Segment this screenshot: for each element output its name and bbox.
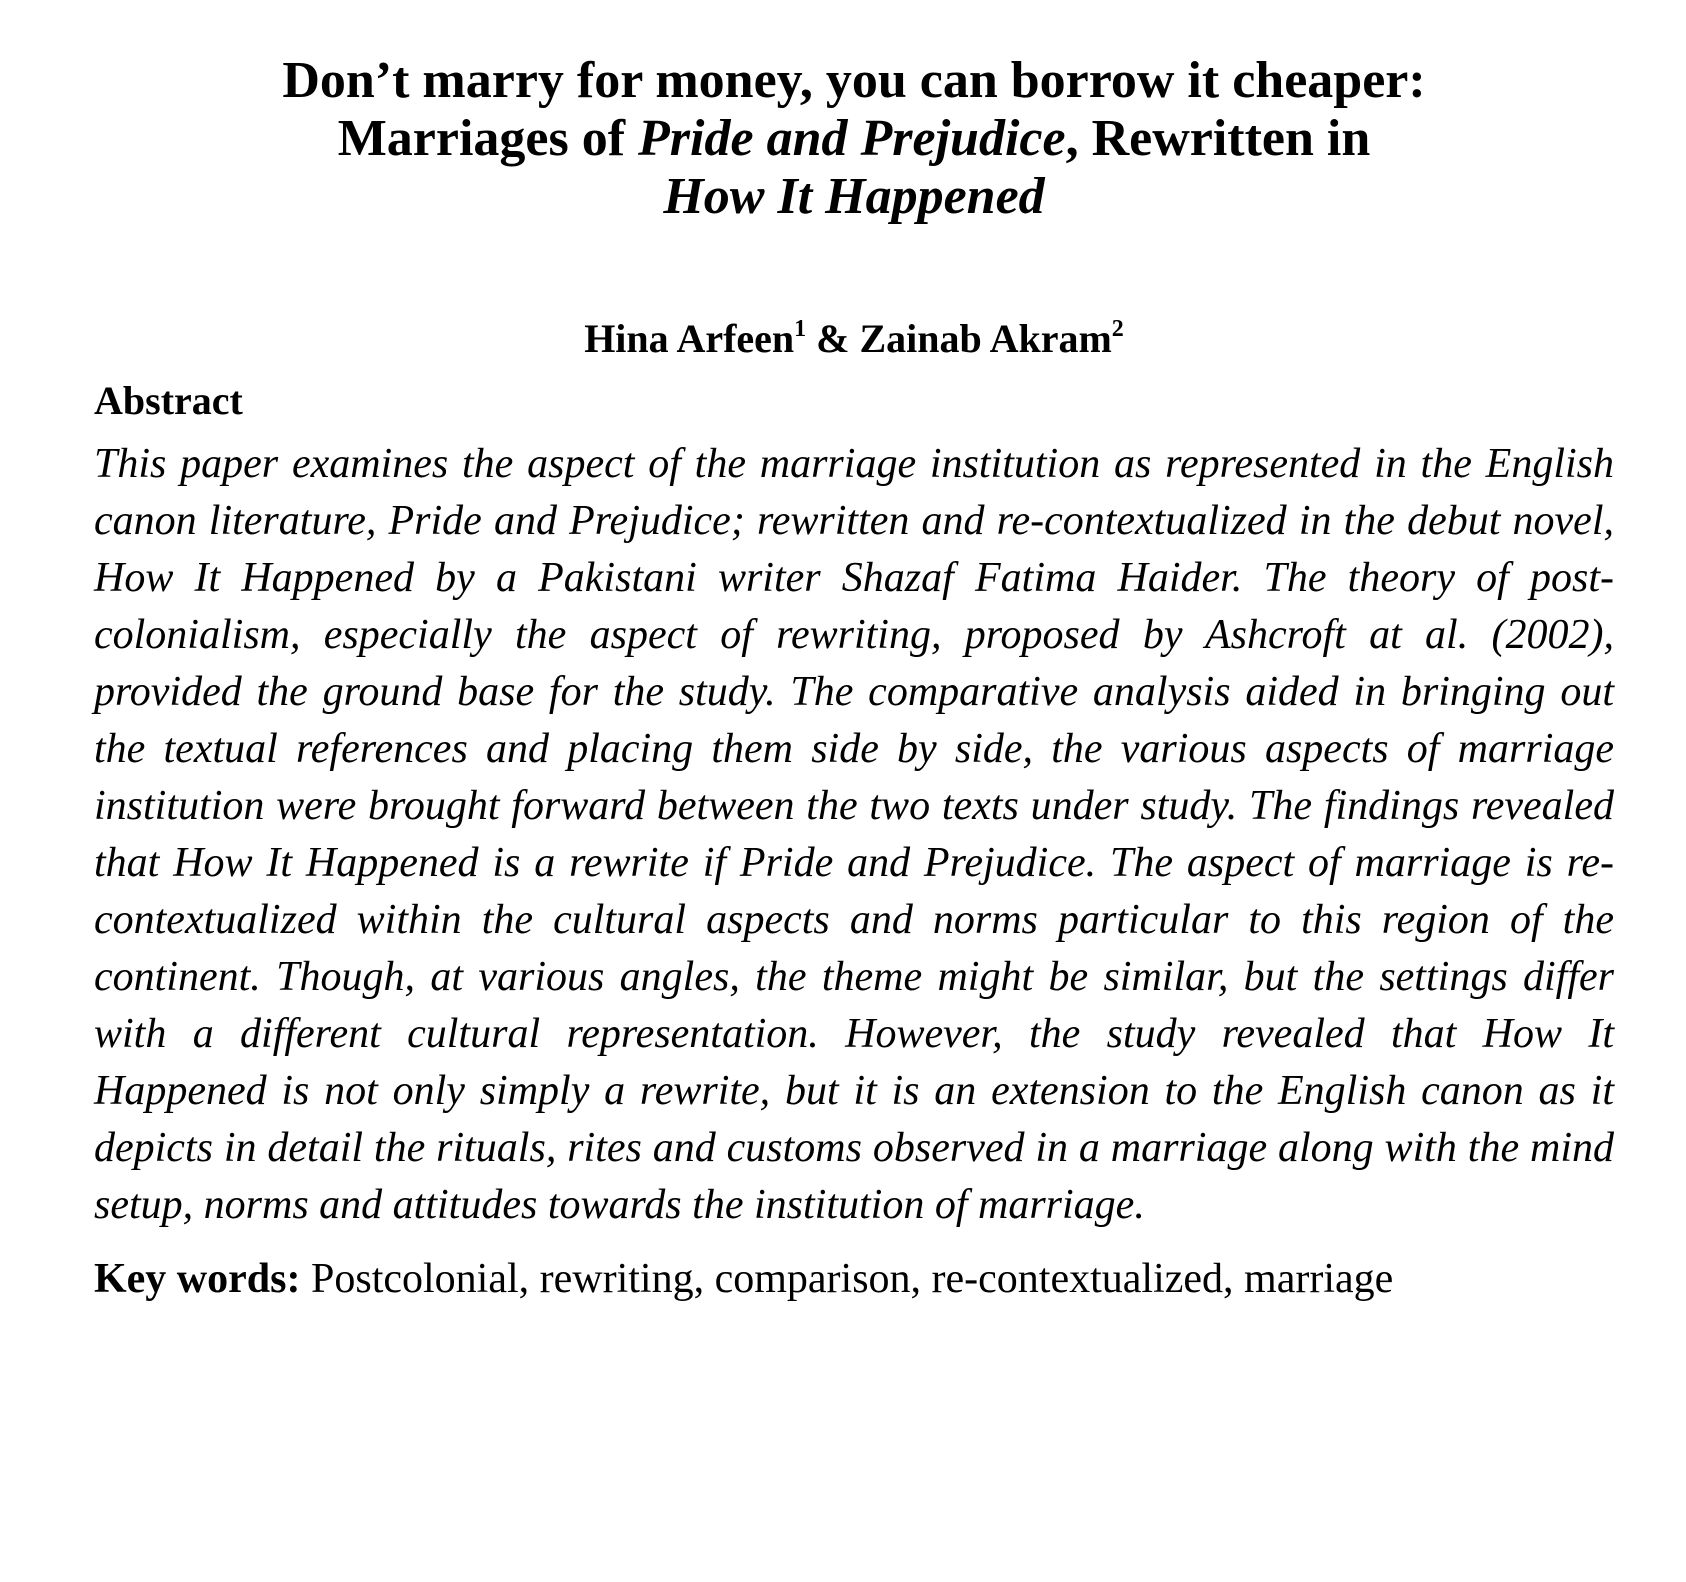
abstract-body: This paper examines the aspect of the marriage institution as represented in the English canon literature, Pride and Prejudice; rewritten and re-contextualized in the debut novel, How It Happened by a Pakistani writer Shazaf Fatima Haider. The theory of post-colonialism, especially the aspect of rewriting, proposed by Ashcroft at al. (2002), provided the ground base for the study. The comparative analysis aided in bringing out the textual references and placing them side by side, the various aspects of marriage institution were brought forward between the two texts under study. The findings revealed that How It Happened is a rewrite if Pride and Prejudice. The aspect of marriage is re-contextualized within the cultural aspects and norms particular to this region of the continent. Though, at various angles, the theme might be similar, but the settings differ with a different cultural representation. However, the study revealed that How It Happened is not only simply a rewrite, but it is an extension to the English canon as it depicts in detail the rituals, rites and customs observed in a marriage along with the mind setup, norms and attitudes towards the institution of marriage. [94, 441, 1614, 1228]
title-line-2-prefix: Marriages of [337, 110, 639, 167]
author-2-affiliation: 2 [1111, 316, 1124, 342]
title-work-how-it-happened: How It Happened [663, 168, 1045, 225]
author-1-affiliation: 1 [794, 316, 807, 342]
keywords-paragraph [94, 1254, 1614, 1304]
title-line-1: Don’t marry for money, you can borrow it cheaper: [282, 52, 1426, 109]
author-line [94, 316, 1614, 362]
title-line-3 [94, 168, 1614, 226]
author-2: Zainab Akram [859, 316, 1112, 361]
paper-title [94, 52, 1614, 226]
abstract-heading: Abstract [94, 378, 243, 423]
title-line-2-suffix: , Rewritten in [1065, 110, 1371, 167]
author-1: Hina Arfeen [584, 316, 795, 361]
paper-page [94, 52, 1614, 1304]
keywords-label: Key words: [94, 1256, 301, 1302]
author-separator: & [806, 316, 860, 361]
title-line-2 [94, 110, 1614, 168]
keywords-list: Postcolonial, rewriting, comparison, re-contextualized, marriage [310, 1256, 1394, 1302]
title-work-pride-and-prejudice: Pride and Prejudice [638, 110, 1066, 167]
